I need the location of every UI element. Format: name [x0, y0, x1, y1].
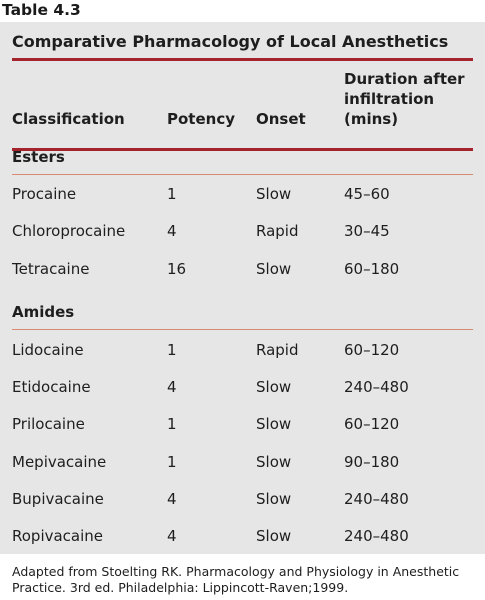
group-divider-esters	[12, 174, 473, 175]
potency-value: 1	[167, 453, 177, 471]
potency-value: 4	[167, 527, 177, 545]
column-header-potency: Potency	[167, 110, 235, 128]
group-label-esters: Esters	[12, 148, 65, 166]
potency-value: 1	[167, 341, 177, 359]
drug-name: Mepivacaine	[12, 453, 107, 471]
potency-value: 4	[167, 222, 177, 240]
duration-value: 30–45	[344, 222, 390, 240]
table-row	[0, 376, 485, 398]
group-divider-amides	[12, 329, 473, 330]
potency-value: 4	[167, 490, 177, 508]
group-label-amides: Amides	[12, 303, 75, 321]
onset-value: Slow	[256, 415, 292, 433]
table-row	[0, 525, 485, 547]
column-header-duration: Duration after infiltration (mins)	[344, 70, 465, 128]
potency-value: 1	[167, 185, 177, 203]
table-title: Comparative Pharmacology of Local Anesthetics	[12, 32, 449, 51]
source-footnote: Adapted from Stoelting RK. Pharmacology and Physiology in Anesthetic Practice. 3rd ed. Philadelphia: Lippincott-Raven;1999.	[12, 564, 460, 595]
duration-value: 45–60	[344, 185, 390, 203]
drug-name: Chloroprocaine	[12, 222, 126, 240]
drug-name: Etidocaine	[12, 378, 91, 396]
onset-value: Slow	[256, 453, 292, 471]
header-divider	[12, 148, 473, 151]
column-header-classification: Classification	[12, 110, 125, 128]
duration-value: 240–480	[344, 527, 409, 545]
column-header-onset: Onset	[256, 110, 306, 128]
onset-value: Rapid	[256, 341, 299, 359]
table-row	[0, 183, 485, 205]
title-divider	[12, 58, 473, 61]
onset-value: Rapid	[256, 222, 299, 240]
potency-value: 16	[167, 260, 187, 278]
table-row	[0, 413, 485, 435]
table-row	[0, 339, 485, 361]
drug-name: Bupivacaine	[12, 490, 104, 508]
duration-value: 60–120	[344, 341, 400, 359]
duration-value: 240–480	[344, 378, 409, 396]
table-row	[0, 451, 485, 473]
duration-value: 240–480	[344, 490, 409, 508]
drug-name: Prilocaine	[12, 415, 85, 433]
duration-value: 60–180	[344, 260, 400, 278]
drug-name: Procaine	[12, 185, 77, 203]
drug-name: Lidocaine	[12, 341, 84, 359]
table-panel	[0, 22, 485, 554]
duration-value: 60–120	[344, 415, 400, 433]
duration-value: 90–180	[344, 453, 400, 471]
table-row	[0, 258, 485, 280]
table-row	[0, 220, 485, 242]
table-number: Table 4.3	[2, 1, 81, 19]
potency-value: 4	[167, 378, 177, 396]
drug-name: Tetracaine	[12, 260, 90, 278]
onset-value: Slow	[256, 378, 292, 396]
drug-name: Ropivacaine	[12, 527, 104, 545]
onset-value: Slow	[256, 490, 292, 508]
potency-value: 1	[167, 415, 177, 433]
onset-value: Slow	[256, 185, 292, 203]
onset-value: Slow	[256, 260, 292, 278]
table-row	[0, 488, 485, 510]
onset-value: Slow	[256, 527, 292, 545]
